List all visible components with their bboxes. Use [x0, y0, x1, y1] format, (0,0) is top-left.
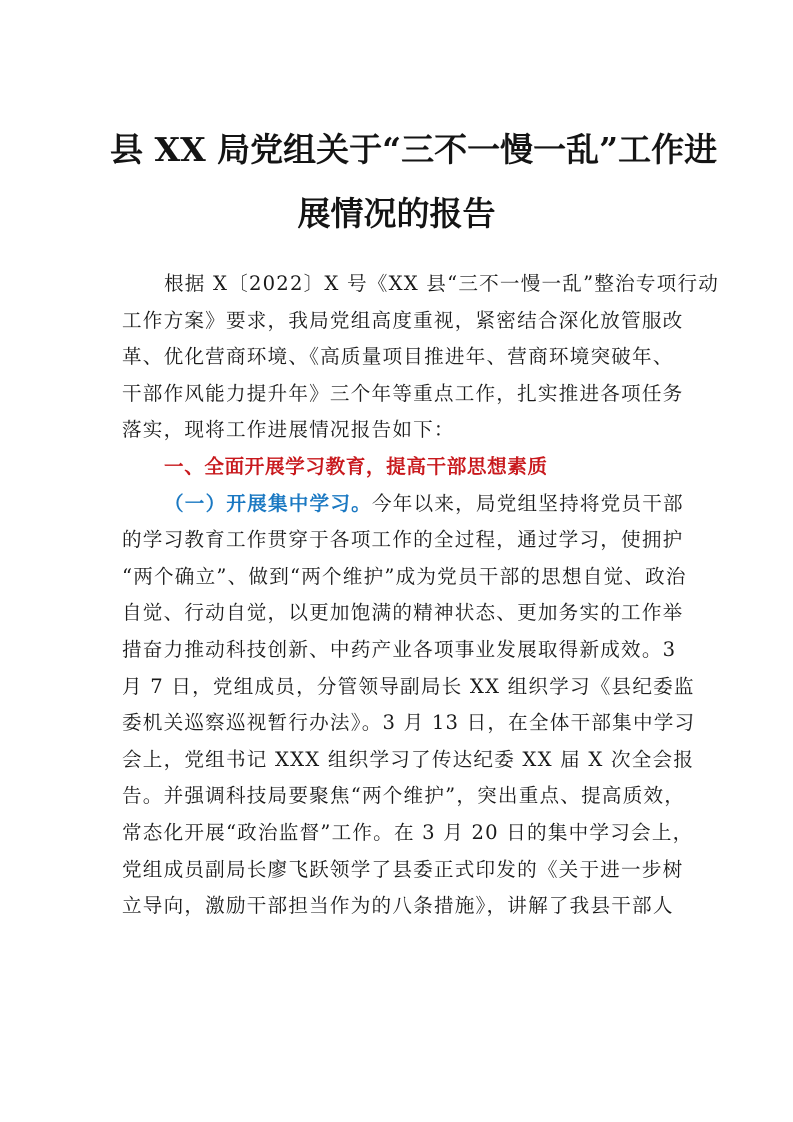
subsection-1-line: 委机关巡察巡视暂行办法》。3 月 13 日，在全体干部集中学习	[122, 711, 696, 735]
subsection-1-line: 常态化开展“政治监督”工作。在 3 月 20 日的集中学习会上，	[122, 820, 694, 844]
subsection-1-heading: （一）开展集中学习。	[164, 491, 372, 515]
subsection-1-line: 措奋力推动科技创新、中药产业各项事业发展取得新成效。3	[122, 637, 677, 661]
intro-paragraph-line: 干部作风能力提升年》三个年等重点工作，扎实推进各项任务	[122, 381, 684, 405]
intro-paragraph-line: 革、优化营商环境、《高质量项目推进年、营商环境突破年、	[122, 345, 674, 369]
subsection-1-line: 立导向，激励干部担当作为的八条措施》，讲解了我县干部人	[122, 894, 674, 918]
section-1-heading: 一、全面开展学习教育，提高干部思想素质	[164, 454, 548, 478]
report-body	[122, 266, 720, 925]
subsection-1-first-line	[122, 486, 682, 523]
subsection-1-line: 自觉、行动自觉，以更加饱满的精神状态、更加务实的工作举	[122, 601, 684, 625]
intro-paragraph-line: 根据 X〔2022〕X 号《XX 县“三不一慢一乱”整治专项行动	[164, 272, 720, 295]
intro-paragraph-line: 工作方案》要求，我局党组高度重视，紧密结合深化放管服改	[122, 308, 684, 332]
subsection-1-line: 党组成员副局长廖飞跃领学了县委正式印发的《关于进一步树	[122, 857, 684, 881]
subsection-1-line: 告。并强调科技局要聚焦“两个维护”，突出重点、提高质效，	[122, 784, 686, 808]
subsection-1-line: 会上，党组书记 XXX 组织学习了传达纪委 XX 届 X 次全会报	[122, 747, 695, 771]
intro-paragraph-line: 落实，现将工作进展情况报告如下：	[122, 418, 455, 442]
subsection-1-first-line-text: 今年以来，局党组坚持将党员干部	[371, 491, 684, 515]
report-title-line-2: 展情况的报告	[297, 194, 496, 233]
subsection-1-line: 的学习教育工作贯穿于各项工作的全过程，通过学习，使拥护	[122, 528, 684, 552]
report-title-line-1: 县 XX 局党组关于“三不一慢一乱”工作进	[110, 130, 718, 169]
subsection-1-line: 月 7 日，党组成员，分管领导副局长 XX 组织学习《县纪委监	[122, 674, 695, 698]
subsection-1-line: “两个确立”、做到“两个维护”成为党员干部的思想自觉、政治	[122, 564, 687, 588]
